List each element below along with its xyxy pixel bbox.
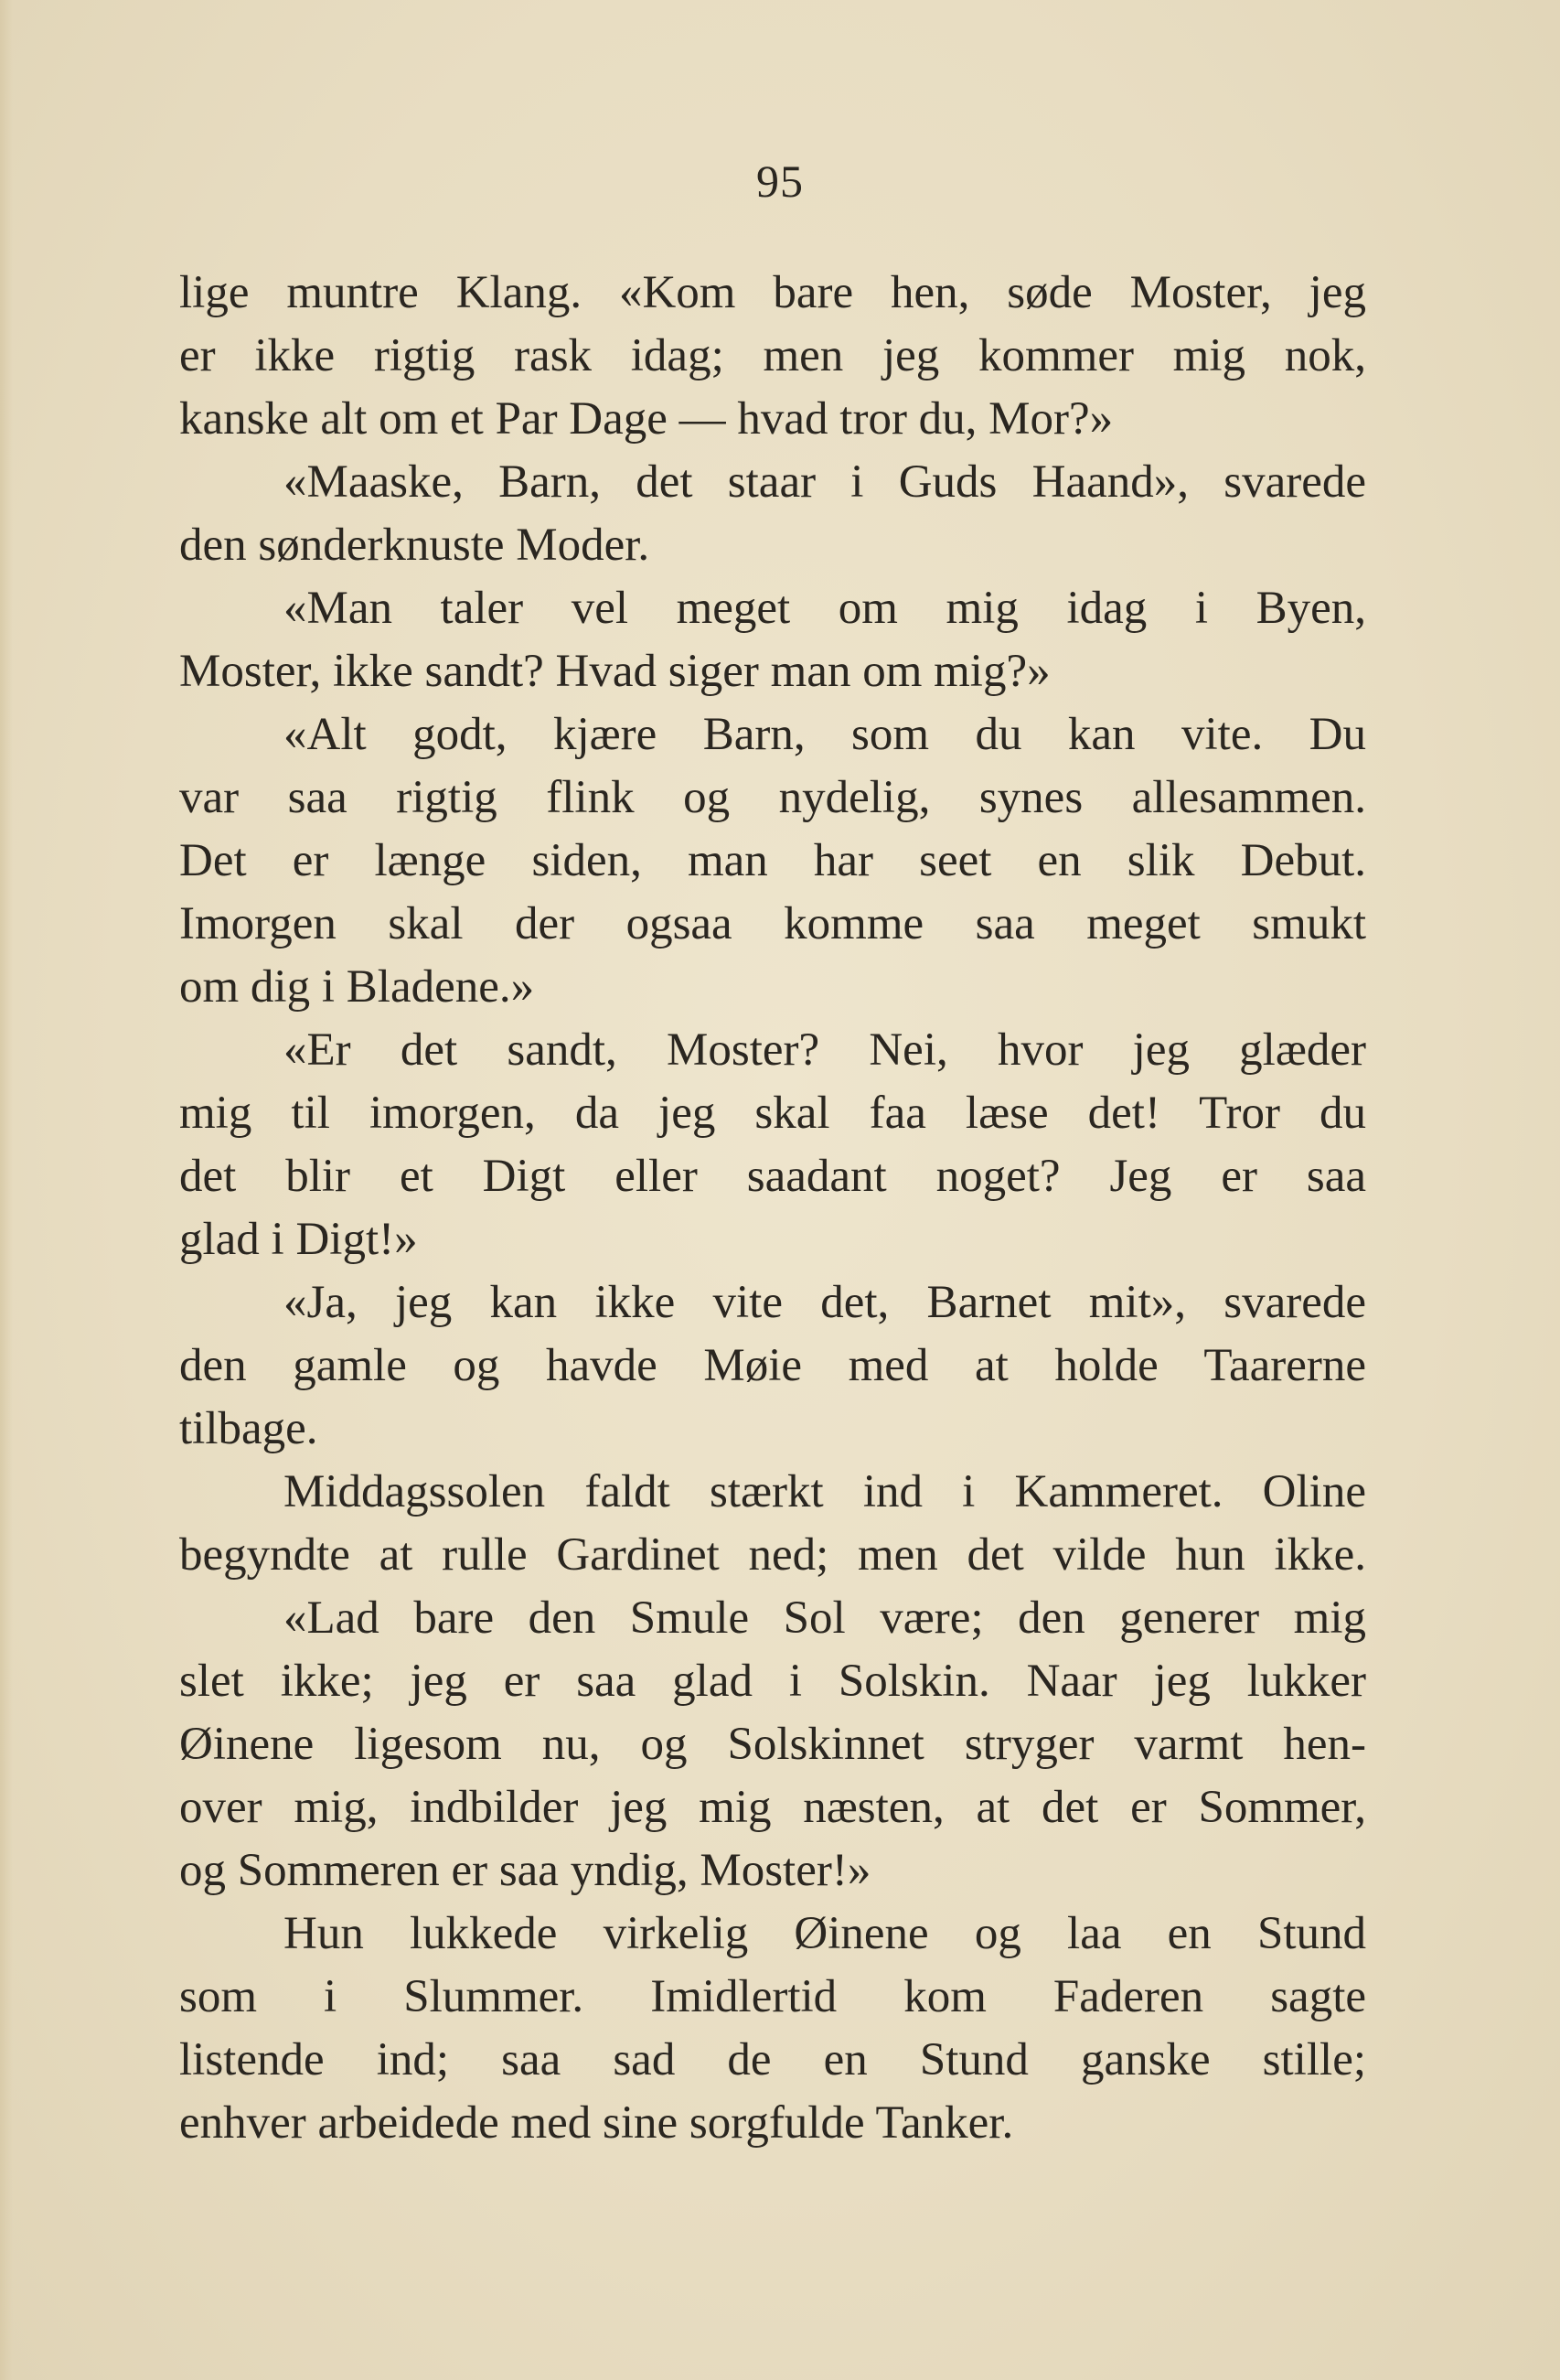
page-number: 95 [756,155,804,207]
text-line: som i Slummer. Imidlertid kom Faderen sagte [179,1971,1366,2022]
text-line: var saa rigtig flink og nydelig, synes allesammen. [179,772,1366,823]
text-line: Moster, ikke sandt? Hvad siger man om mig?» [179,646,1051,697]
text-line: listende ind; saa sad de en Stund ganske stille; [179,2034,1366,2085]
text-line: Imorgen skal der ogsaa komme saa meget smukt [179,898,1366,949]
text-line: tilbage. [179,1403,318,1454]
text-line: Det er længe siden, man har seet en slik Debut. [179,835,1366,886]
text-line: lige muntre Klang. «Kom bare hen, søde Moster, jeg [179,267,1366,318]
page-edge-shadow [0,0,13,2380]
body-text [179,262,1366,2155]
text-line: og Sommeren er saa yndig, Moster!» [179,1845,871,1896]
text-line: det blir et Digt eller saadant noget? Jeg er saa [179,1151,1366,1202]
text-line: «Er det sandt, Moster? Nei, hvor jeg glæder [283,1024,1366,1076]
text-line: mig til imorgen, da jeg skal faa læse det! Tror du [179,1088,1366,1139]
text-line: «Man taler vel meget om mig idag i Byen, [283,583,1366,634]
text-line: slet ikke; jeg er saa glad i Solskin. Naar jeg lukker [179,1656,1366,1707]
text-line: «Ja, jeg kan ikke vite det, Barnet mit», svarede [283,1277,1366,1328]
text-line: glad i Digt!» [179,1214,418,1265]
text-line: er ikke rigtig rask idag; men jeg kommer mig nok, [179,330,1366,381]
text-line: «Lad bare den Smule Sol være; den generer mig [283,1592,1366,1644]
text-line: om dig i Bladene.» [179,961,535,1013]
text-line: kanske alt om et Par Dage — hvad tror du, Mor?» [179,393,1114,445]
text-line: Hun lukkede virkelig Øinene og laa en Stund [283,1908,1366,1959]
text-line: Middagssolen faldt stærkt ind i Kammeret. Oline [283,1466,1366,1517]
text-line: «Alt godt, kjære Barn, som du kan vite. Du [283,709,1366,760]
text-line: den sønderknuste Moder. [179,520,650,571]
text-line: den gamle og havde Møie med at holde Taarerne [179,1340,1366,1391]
text-line: «Maaske, Barn, det staar i Guds Haand», svarede [283,456,1366,508]
text-line: Øinene ligesom nu, og Solskinnet stryger varmt hen- [179,1719,1366,1770]
text-line: begyndte at rulle Gardinet ned; men det vilde hun ikke. [179,1529,1366,1581]
text-line: over mig, indbilder jeg mig næsten, at det er Sommer, [179,1782,1366,1833]
text-line: enhver arbeidede med sine sorgfulde Tanker. [179,2097,1014,2149]
